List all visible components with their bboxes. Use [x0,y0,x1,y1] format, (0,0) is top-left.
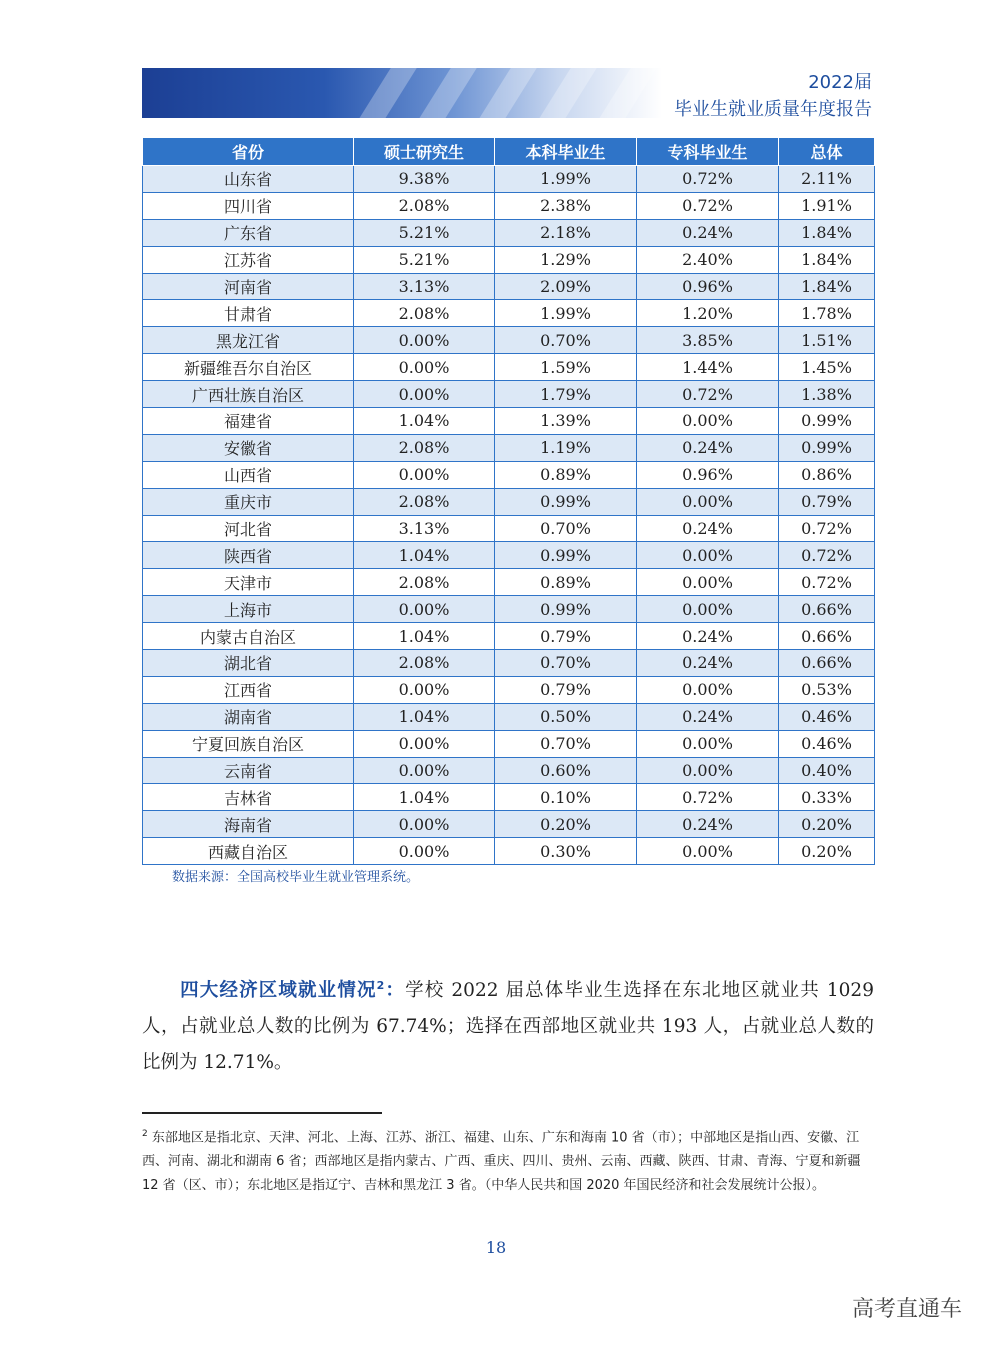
value-cell: 0.96% [637,461,779,488]
value-cell: 2.40% [637,246,779,273]
value-cell: 0.89% [495,569,637,596]
value-cell: 9.38% [354,166,495,193]
value-cell: 0.00% [637,542,779,569]
table-row [143,596,875,623]
province-cell: 吉林省 [143,784,354,811]
value-cell: 2.08% [354,569,495,596]
value-cell: 0.70% [495,515,637,542]
value-cell: 0.70% [495,327,637,354]
footnote [142,1122,874,1198]
value-cell: 0.33% [779,784,875,811]
value-cell: 0.72% [637,784,779,811]
value-cell: 1.29% [495,246,637,273]
table-row [143,703,875,730]
value-cell: 3.13% [354,273,495,300]
value-cell: 1.84% [779,246,875,273]
value-cell: 1.19% [495,434,637,461]
value-cell: 2.08% [354,300,495,327]
province-cell: 新疆维吾尔自治区 [143,354,354,381]
value-cell: 0.96% [637,273,779,300]
value-cell: 0.72% [637,166,779,193]
value-cell: 0.00% [354,676,495,703]
value-cell: 0.72% [779,515,875,542]
header-year: 2022届 [808,72,872,93]
watermark: 高考直通车 [851,1297,962,1322]
province-cell: 甘肃省 [143,300,354,327]
value-cell: 2.38% [495,192,637,219]
value-cell: 1.59% [495,354,637,381]
column-header: 总体 [779,138,875,166]
table-header-row [143,138,875,166]
value-cell: 0.46% [779,730,875,757]
value-cell: 0.00% [637,838,779,865]
province-cell: 广东省 [143,219,354,246]
value-cell: 0.24% [637,623,779,650]
table-row [143,354,875,381]
table-row [143,273,875,300]
table-row [143,838,875,865]
table-row [143,757,875,784]
page-number: 18 [485,1238,507,1257]
value-cell: 1.20% [637,300,779,327]
value-cell: 2.11% [779,166,875,193]
province-cell: 山东省 [143,166,354,193]
value-cell: 0.53% [779,676,875,703]
province-cell: 宁夏回族自治区 [143,730,354,757]
province-cell: 江苏省 [143,246,354,273]
table-row [143,408,875,435]
value-cell: 0.50% [495,703,637,730]
province-cell: 天津市 [143,569,354,596]
table-row [143,434,875,461]
value-cell: 0.72% [779,569,875,596]
footnote-marker: 2 [142,1129,148,1139]
province-cell: 湖南省 [143,703,354,730]
header-banner [142,68,662,118]
table-row [143,300,875,327]
value-cell: 0.00% [354,757,495,784]
value-cell: 0.66% [779,650,875,677]
value-cell: 0.24% [637,219,779,246]
value-cell: 2.09% [495,273,637,300]
value-cell: 0.00% [637,408,779,435]
value-cell: 1.45% [779,354,875,381]
value-cell: 1.04% [354,703,495,730]
value-cell: 0.79% [495,676,637,703]
value-cell: 0.00% [637,676,779,703]
value-cell: 0.24% [637,811,779,838]
value-cell: 2.08% [354,192,495,219]
value-cell: 0.86% [779,461,875,488]
table-row [143,623,875,650]
table-row [143,461,875,488]
value-cell: 0.00% [637,730,779,757]
province-cell: 山西省 [143,461,354,488]
paragraph-body: 学校 2022 届总体毕业生选择在东北地区就业共 1029 人，占就业总人数的比例为 67.74%；选择在西部地区就业共 193 人，占就业总人数的比例为 12.71%。 [142,980,874,1074]
province-cell: 湖北省 [143,650,354,677]
value-cell: 0.20% [495,811,637,838]
value-cell: 0.79% [495,623,637,650]
value-cell: 1.38% [779,381,875,408]
table-row [143,811,875,838]
province-cell: 内蒙古自治区 [143,623,354,650]
value-cell: 1.78% [779,300,875,327]
footnote-divider [142,1112,382,1114]
value-cell: 0.00% [637,757,779,784]
column-header: 硕士研究生 [354,138,495,166]
province-cell: 云南省 [143,757,354,784]
value-cell: 0.00% [354,730,495,757]
footnote-text: 东部地区是指北京、天津、河北、上海、江苏、浙江、福建、山东、广东和海南 10 省（市）；中部地区是指山西、安徽、江西、河南、湖北和湖南 6 省；西部地区是指内蒙古、广西、重庆、四川、贵州、云南、西藏、陕西、甘肃、青海、宁夏和新疆 12 省（区、市）；东北地区是指辽宁、吉林和黑龙江 3 省。（中华人民共和国 2020 年国民经济和社会发展统计公报）。 [142,1130,861,1194]
value-cell: 0.72% [637,381,779,408]
province-cell: 上海市 [143,596,354,623]
value-cell: 2.08% [354,434,495,461]
regional-employment-paragraph [142,968,874,1081]
value-cell: 1.51% [779,327,875,354]
table-row [143,542,875,569]
value-cell: 0.00% [354,354,495,381]
province-cell: 广西壮族自治区 [143,381,354,408]
value-cell: 0.00% [354,381,495,408]
table-row [143,730,875,757]
value-cell: 5.21% [354,219,495,246]
province-cell: 安徽省 [143,434,354,461]
value-cell: 1.39% [495,408,637,435]
value-cell: 1.04% [354,784,495,811]
table-row [143,381,875,408]
value-cell: 3.85% [637,327,779,354]
value-cell: 0.99% [495,488,637,515]
value-cell: 0.00% [354,596,495,623]
value-cell: 2.08% [354,488,495,515]
value-cell: 0.00% [354,811,495,838]
province-cell: 重庆市 [143,488,354,515]
province-cell: 黑龙江省 [143,327,354,354]
column-header: 省份 [143,138,354,166]
value-cell: 0.99% [495,542,637,569]
value-cell: 0.60% [495,757,637,784]
value-cell: 0.99% [779,434,875,461]
province-cell: 河北省 [143,515,354,542]
value-cell: 0.24% [637,703,779,730]
table-row [143,246,875,273]
province-cell: 四川省 [143,192,354,219]
table-body [143,166,875,865]
table-row [143,192,875,219]
value-cell: 1.44% [637,354,779,381]
province-cell: 福建省 [143,408,354,435]
value-cell: 0.70% [495,730,637,757]
value-cell: 0.00% [637,569,779,596]
province-cell: 陕西省 [143,542,354,569]
table-row [143,515,875,542]
value-cell: 0.00% [354,461,495,488]
value-cell: 2.18% [495,219,637,246]
source-note: 数据来源：全国高校毕业生就业管理系统。 [172,870,420,885]
table-row [143,219,875,246]
value-cell: 1.04% [354,408,495,435]
value-cell: 0.00% [354,838,495,865]
value-cell: 0.72% [637,192,779,219]
value-cell: 1.99% [495,300,637,327]
paragraph-heading: 四大经济区域就业情况 [179,980,377,1002]
value-cell: 0.20% [779,811,875,838]
column-header: 专科毕业生 [637,138,779,166]
column-header: 本科毕业生 [495,138,637,166]
heading-colon: ： [384,980,406,1002]
table-row [143,327,875,354]
value-cell: 1.91% [779,192,875,219]
header-title: 毕业生就业质量年度报告 [674,99,872,120]
table-row [143,650,875,677]
table-row [143,166,875,193]
table-row [143,676,875,703]
value-cell: 1.04% [354,542,495,569]
value-cell: 0.70% [495,650,637,677]
value-cell: 0.66% [779,623,875,650]
value-cell: 3.13% [354,515,495,542]
value-cell: 0.10% [495,784,637,811]
value-cell: 0.00% [637,596,779,623]
value-cell: 1.04% [354,623,495,650]
value-cell: 1.99% [495,166,637,193]
value-cell: 0.20% [779,838,875,865]
value-cell: 0.72% [779,542,875,569]
value-cell: 0.66% [779,596,875,623]
value-cell: 0.99% [779,408,875,435]
value-cell: 0.30% [495,838,637,865]
value-cell: 0.89% [495,461,637,488]
value-cell: 0.00% [637,488,779,515]
table-row [143,488,875,515]
value-cell: 0.79% [779,488,875,515]
province-cell: 西藏自治区 [143,838,354,865]
province-employment-table [142,137,875,865]
value-cell: 0.24% [637,650,779,677]
province-cell: 海南省 [143,811,354,838]
value-cell: 1.79% [495,381,637,408]
value-cell: 0.46% [779,703,875,730]
value-cell: 0.40% [779,757,875,784]
value-cell: 1.84% [779,273,875,300]
table-row [143,569,875,596]
value-cell: 2.08% [354,650,495,677]
table-row [143,784,875,811]
value-cell: 1.84% [779,219,875,246]
footnote-ref[interactable]: 2 [376,979,385,992]
value-cell: 5.21% [354,246,495,273]
value-cell: 0.99% [495,596,637,623]
value-cell: 0.00% [354,327,495,354]
value-cell: 0.24% [637,434,779,461]
province-cell: 江西省 [143,676,354,703]
province-cell: 河南省 [143,273,354,300]
value-cell: 0.24% [637,515,779,542]
